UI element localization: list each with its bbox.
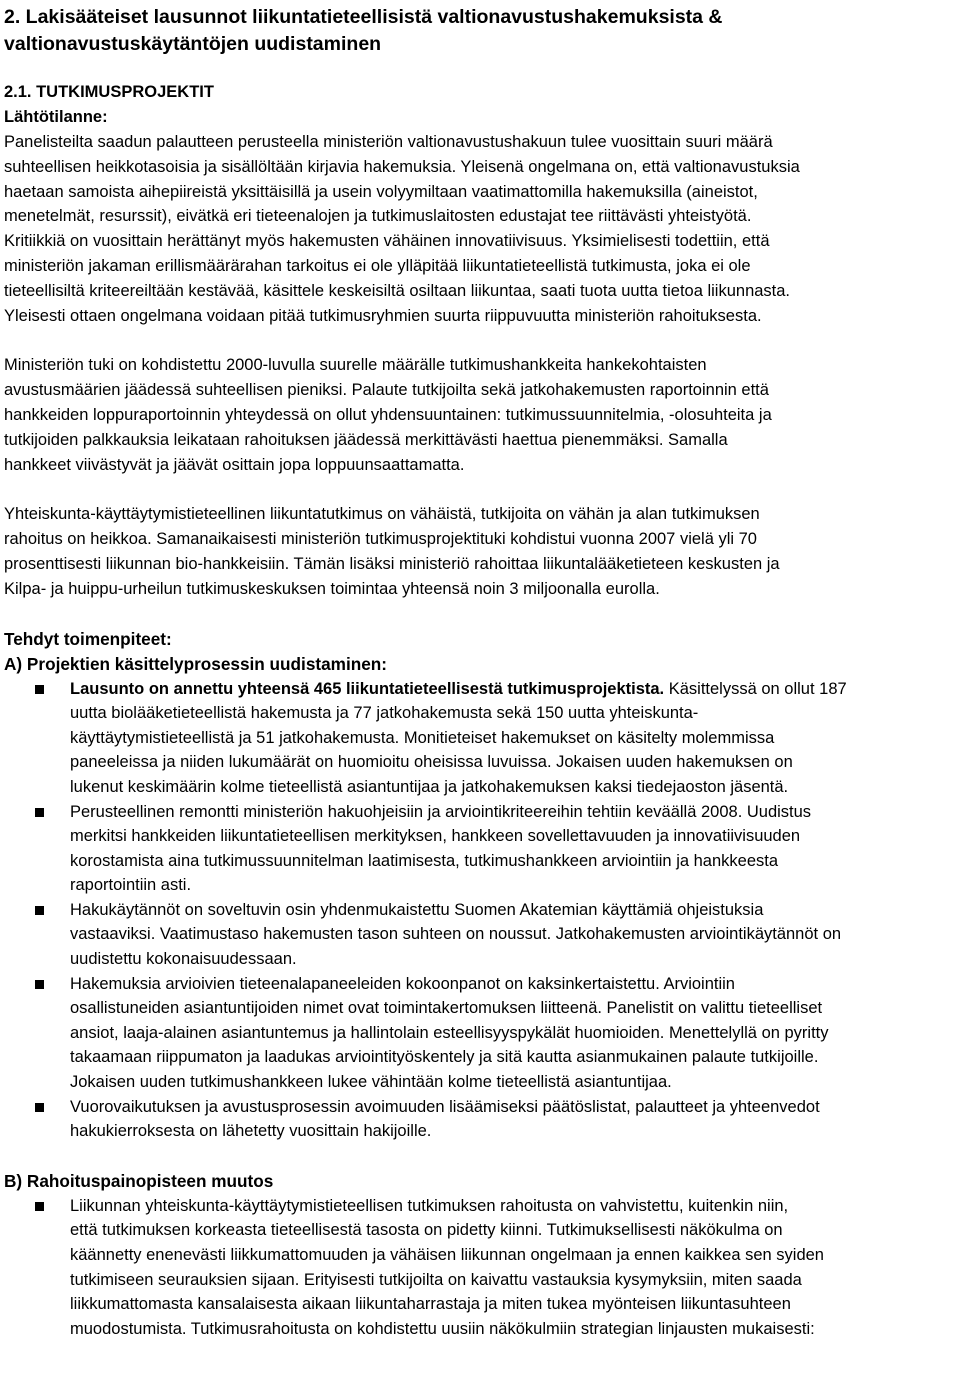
section-a-heading: A) Projektien käsittelyprosessin uudistaminen: [4,653,388,674]
bullet-square-icon [35,808,44,817]
text-line: Vuorovaikutuksen ja avustusprosessin avoimuuden lisäämiseksi päätöslistat, palautteet ja yhteenvedot [70,1097,820,1116]
section-heading: 2.1. TUTKIMUSPROJEKTIT [4,83,214,101]
bullet-square-icon [35,1202,44,1211]
text-line: Käsittelyssä on ollut 187 [664,679,847,698]
paragraph-2 [4,353,956,477]
text-line: hankkeiden loppuraportoinnin yhteydessä on ollut yhdensuuntainen: tutkimussuunnitelmia, -olosuhteita ja [4,405,772,424]
list-item [4,898,956,972]
list-item [4,1095,956,1144]
text-line: takaamaan riippumaton ja laadukas arviointityöskentely ja sitä kautta asianmukainen palaute tutkijoille. [70,1048,819,1067]
text-line: että tutkimuksen korkeasta tieteellisestä tasosta on pidetty kiinni. Tutkimuksellisesti näkökulma on [70,1221,783,1240]
text-line: menetelmät, resurssit), eivätkä eri tieteenalojen ja tutkimuslaitosten edustajat tee riittävästi yhteistyötä. [4,207,752,226]
text-line: Kilpa- ja huippu-urheilun tutkimuskeskuksen toimintaa yhteensä noin 3 miljoonalla eurolla. [4,579,660,598]
paragraph-1 [4,130,956,328]
doc-title [4,4,956,58]
text-line: käyttäytymistieteellistä ja 51 jatkohakemusta. Monitieteiset hakemukset on käsitelty molemmissa [70,728,775,747]
text-line: Liikunnan yhteiskunta-käyttäytymistieteellisen tutkimuksen rahoitusta on vahvistettu, kuitenkin niin, [70,1196,789,1215]
text-line: merkitsi hankkeiden liikuntatieteellisen merkityksen, hankkeen sovellettavuuden ja innovatiivisuuden [70,827,801,846]
text-line: tieteellisiltä kriteereiltään kestävää, käsittele keskeisiltä osiltaan liikuntaa, saati tuota uutta tietoa liikunnasta. [4,281,791,300]
text-line: haetaan samoista aihepiireistä yksittäisillä ja usein volyymiltaan vaatimattomilla hakemuksilla (aineistot, [4,182,758,201]
measures-heading: Tehdyt toimenpiteet: [4,628,172,649]
text-line: tutkimiseen seurauksien sijaan. Erityisesti tutkijoilta on kaivattu vastauksia kysymyksiin, miten saada [70,1270,802,1289]
text-line: Yhteiskunta-käyttäytymistieteellinen liikuntatutkimus on vähäistä, tutkijoita on vähän ja alan tutkimuksen [4,505,760,524]
text-line: hakukierroksesta on lähetetty vuosittain hakijoille. [70,1122,432,1141]
paragraph-3 [4,502,956,601]
text-line: osallistuneiden asiantuntijoiden nimet ovat toimintakertomuksen liitteenä. Panelistit on valittu tieteelliset [70,999,823,1018]
text-line: uudistettu kokonaisuudessaan. [70,950,297,969]
text-line: vastaaviksi. Vaatimustaso hakemusten tason suhteen on noussut. Jatkohakemusten arviointikäytännöt on [70,925,842,944]
text-line: lukenut keskimäärin kolme tieteellistä asiantuntijaa ja jatkohakemuksen kaksi tiedejaoston jäsentä. [70,777,789,796]
text-line: Hakukäytännöt on soveltuvin osin yhdenmukaistettu Suomen Akatemian käyttämiä ohjeistuksia [70,900,764,919]
doc-title-line2: valtionavustuskäytäntöjen uudistaminen [4,33,382,55]
text-line: liikkumattomasta kansalaisesta aikaan liikuntaharrastaja ja miten tukea myönteisen liikuntasuhteen [70,1295,791,1314]
section-b-list [4,1194,956,1342]
bullet-square-icon [35,980,44,989]
text-line: Ministeriön tuki on kohdistettu 2000-luvulla suurelle määrälle tutkimushankkeita hankekohtaisten [4,356,707,375]
list-item [4,800,956,898]
text-line: suhteellisen heikkotasoisia ja sisällöltään kirjavia hakemuksia. Yleisenä ongelmana on, että valtionavustuksia [4,157,800,176]
text-line: raportointiin asti. [70,876,192,895]
text-line: ministeriön jakaman erillismäärärahan tarkoitus ei ole ylläpitää liikuntatieteellistä tutkimusta, joka ei ole [4,256,751,275]
list-item [4,1194,956,1342]
section-b-heading: B) Rahoituspainopisteen muutos [4,1170,274,1191]
list-item [4,677,956,800]
bullet-square-icon [35,685,44,694]
text-line: paneeleissa ja niiden lukumäärät on huomioitu oheisissa luvuissa. Jokaisen uuden hakemuksen on [70,753,793,772]
text-line: Jokaisen uuden tutkimushankkeen lukee vähintään kolme tieteellistä asiantuntijaa. [70,1073,672,1092]
section-a-list [4,677,956,1144]
text-line: Perusteellinen remontti ministeriön hakuohjeisiin ja arviointikriteereihin tehtiin keväällä 2008. Uudistus [70,802,812,821]
text-line: uutta biolääketieteellistä hakemusta ja 77 jatkohakemusta sekä 150 uutta yhteiskunta- [70,704,699,723]
text-line: Hakemuksia arvioivien tieteenalapaneeleiden kokoonpanot on kaksinkertaistettu. Arviointiin [70,974,735,993]
text-line: hankkeet viivästyvät ja jäävät osittain jopa loppuunsaattamatta. [4,455,465,474]
text-line: korostamista aina tutkimussuunnitelman laatimisesta, tutkimushankkeen arviointiin ja hankkeesta [70,851,779,870]
text-line: Kritiikkiä on vuosittain herättänyt myös hakemusten vähäinen innovatiivisuus. Yksimielisesti todettiin, että [4,232,770,251]
text-line: rahoitus on heikkoa. Samanaikaisesti ministeriön tutkimusprojektituki kohdistui vuonna 2007 vielä yli 70 [4,530,757,549]
subheading-lahtotilanne: Lähtötilanne: [4,108,108,126]
list-item [4,972,956,1095]
text-line: Panelisteilta saadun palautteen perusteella ministeriön valtionavustushakuun tulee vuosittain suuri määrä [4,133,773,151]
text-line: prosenttisesti liikunnan bio-hankkeisiin. Tämän lisäksi ministeriö rahoittaa liikuntalääketieteen keskusten ja [4,554,780,573]
text-line: avustusmäärien jäädessä suhteellisen pieniksi. Palaute tutkijoilta sekä jatkohakemusten raportoinnin että [4,381,769,400]
text-line: Yleisesti ottaen ongelmana voidaan pitää tutkimusryhmien suurta riippuvuutta ministeriön rahoituksesta. [4,306,762,325]
text-line: tutkijoiden palkkauksia leikataan rahoituksen jäädessä merkittävästi haettua pienemmäksi. Samalla [4,430,728,449]
bullet-square-icon [35,906,44,915]
text-line: käännetty enenevästi liikkumattomuuden ja vähäisen liikunnan ongelmaan ja ennen kaikkea sen syiden [70,1246,824,1265]
text-line: ansiot, laaja-alainen asiantuntemus ja hallintolain esteellisyyspykälät huomioiden. Menettelyllä on pyritty [70,1023,829,1042]
bullet-square-icon [35,1103,44,1112]
bold-lead: Lausunto on annettu yhteensä 465 liikuntatieteellisestä tutkimusprojektista. [70,679,665,698]
text-line: muodostumista. Tutkimusrahoitusta on kohdistettu uusiin näkökulmiin strategian linjausten mukaisesti: [70,1319,815,1338]
doc-title-line1: 2. Lakisääteiset lausunnot liikuntatieteellisistä valtionavustushakemuksista & [4,6,723,28]
